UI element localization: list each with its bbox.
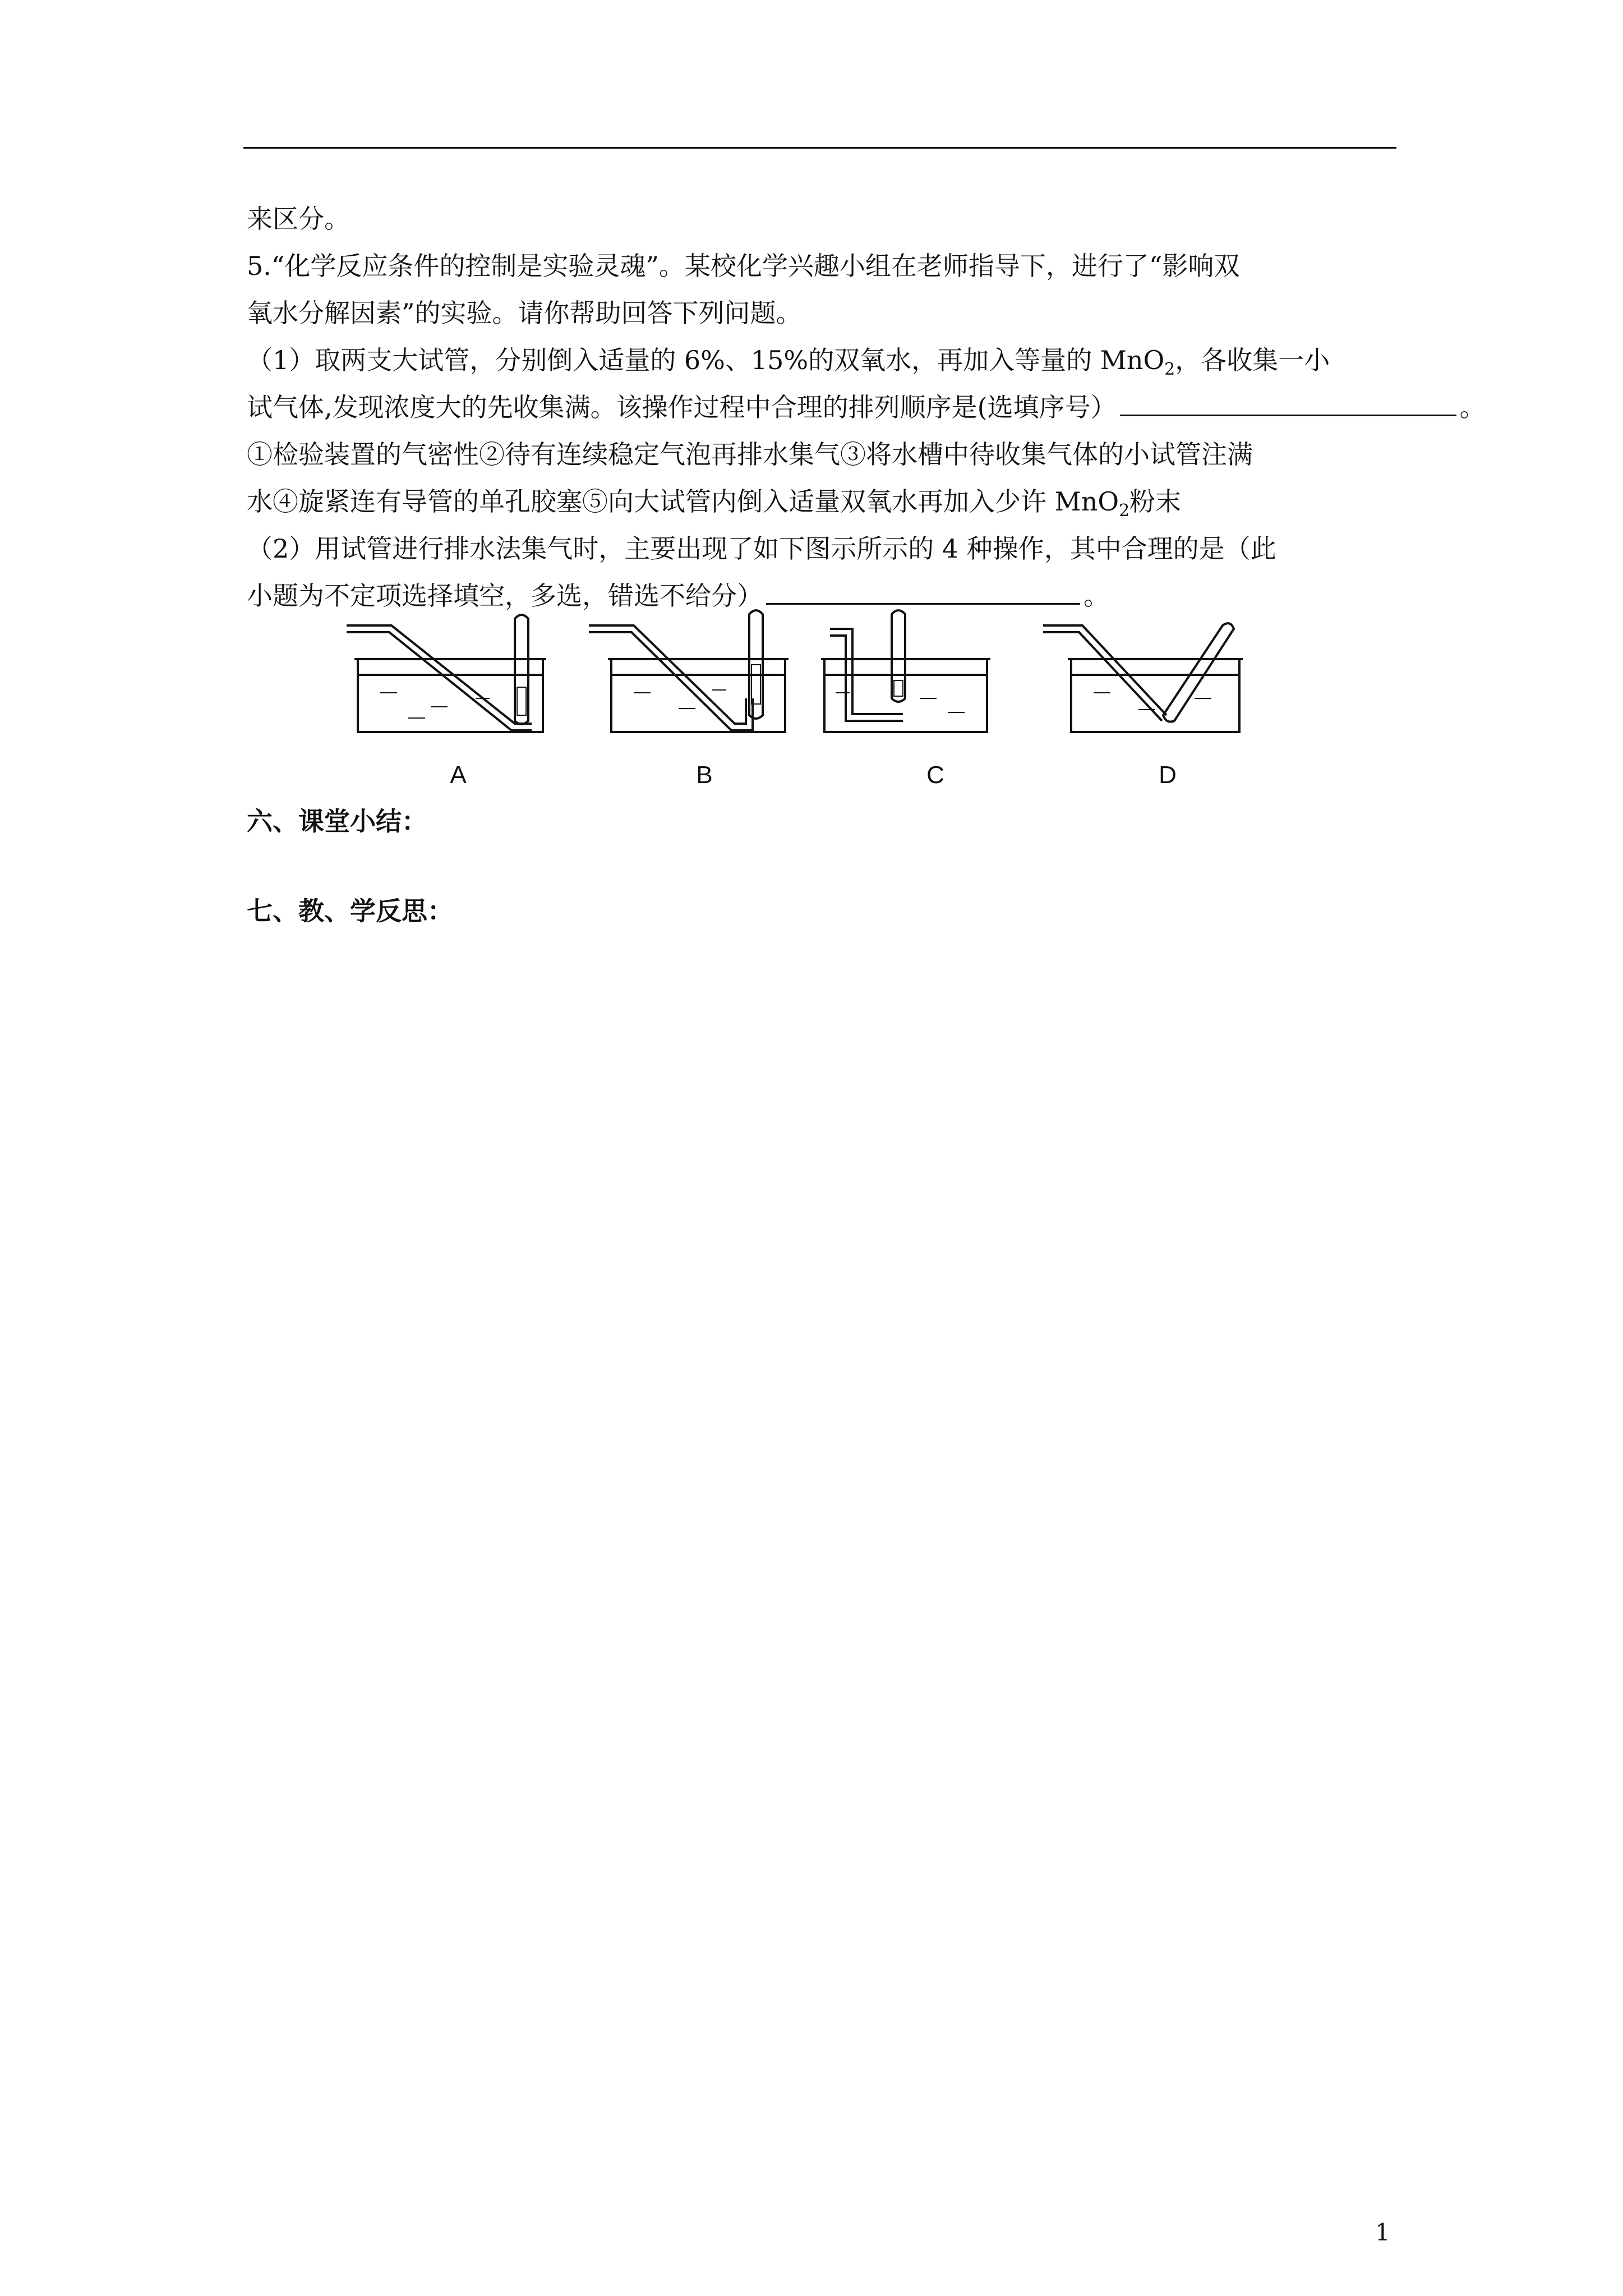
figure-label-d: D: [1159, 761, 1177, 789]
apparatus-c: [819, 609, 1032, 738]
text-line-content: ，各收集一小: [1175, 345, 1330, 375]
figure-label-c: C: [926, 761, 944, 789]
apparatus-b: [589, 609, 802, 738]
page-number: 1: [1375, 2219, 1390, 2246]
text-line: [247, 195, 1402, 242]
figure-label-b: B: [696, 761, 713, 789]
text-line-content: （1）取两支大试管，分别倒入适量的 6%、15%的双氧水，再加入等量的 MnO: [247, 345, 1165, 375]
answer-blank[interactable]: [766, 574, 1080, 605]
text-line-content: 粉末: [1129, 486, 1182, 517]
text-line: [247, 431, 1402, 478]
text-line: [247, 289, 1402, 337]
text-line-content: 小题为不定项选择填空，多选，错选不给分）: [247, 581, 763, 611]
text-line-content: 。: [1459, 392, 1486, 422]
text-line: [247, 384, 1486, 431]
text-line: [247, 242, 1402, 289]
question-text: [247, 195, 1486, 619]
apparatus-b-drawing: [589, 609, 802, 738]
text-line-content: ①检验装置的气密性②待有连续稳定气泡再排水集气③将水槽中待收集气体的小试管注满: [247, 439, 1253, 470]
gas-collection-figure: [336, 609, 1335, 794]
text-line-content: 试气体,发现浓度大的先收集满。该操作过程中合理的排列顺序是(选填序号）: [247, 392, 1117, 422]
text-line-content: 。: [1083, 581, 1109, 611]
text-line-content: 5.“化学反应条件的控制是实验灵魂”。某校化学兴趣小组在老师指导下，进行了“影响双: [247, 251, 1240, 281]
apparatus-a: [347, 609, 560, 738]
figure-label-a: A: [450, 761, 467, 789]
text-line-content: 水④旋紧连有导管的单孔胶塞⑤向大试管内倒入适量双氧水再加入少许 MnO: [247, 486, 1119, 517]
answer-blank[interactable]: [1120, 385, 1456, 416]
text-line: [247, 337, 1402, 384]
text-line-content: 氧水分解因素”的实验。请你帮助回答下列问题。: [247, 298, 802, 328]
apparatus-d-drawing: [1043, 609, 1256, 738]
text-line: [247, 525, 1402, 572]
section-heading-summary: 六、课堂小结：: [247, 806, 427, 836]
subscript: 2: [1164, 360, 1175, 380]
apparatus-d: [1043, 609, 1256, 738]
header-rule: [243, 147, 1396, 149]
apparatus-c-drawing: [819, 609, 1032, 738]
subscript: 2: [1119, 501, 1130, 521]
apparatus-a-drawing: [347, 609, 560, 738]
text-line: [247, 478, 1402, 525]
section-heading-reflection: 七、教、学反思：: [247, 896, 453, 926]
text-line-content: 来区分。: [247, 204, 350, 234]
text-line-content: （2）用试管进行排水法集气时，主要出现了如下图示所示的 4 种操作，其中合理的是（此: [247, 533, 1276, 564]
